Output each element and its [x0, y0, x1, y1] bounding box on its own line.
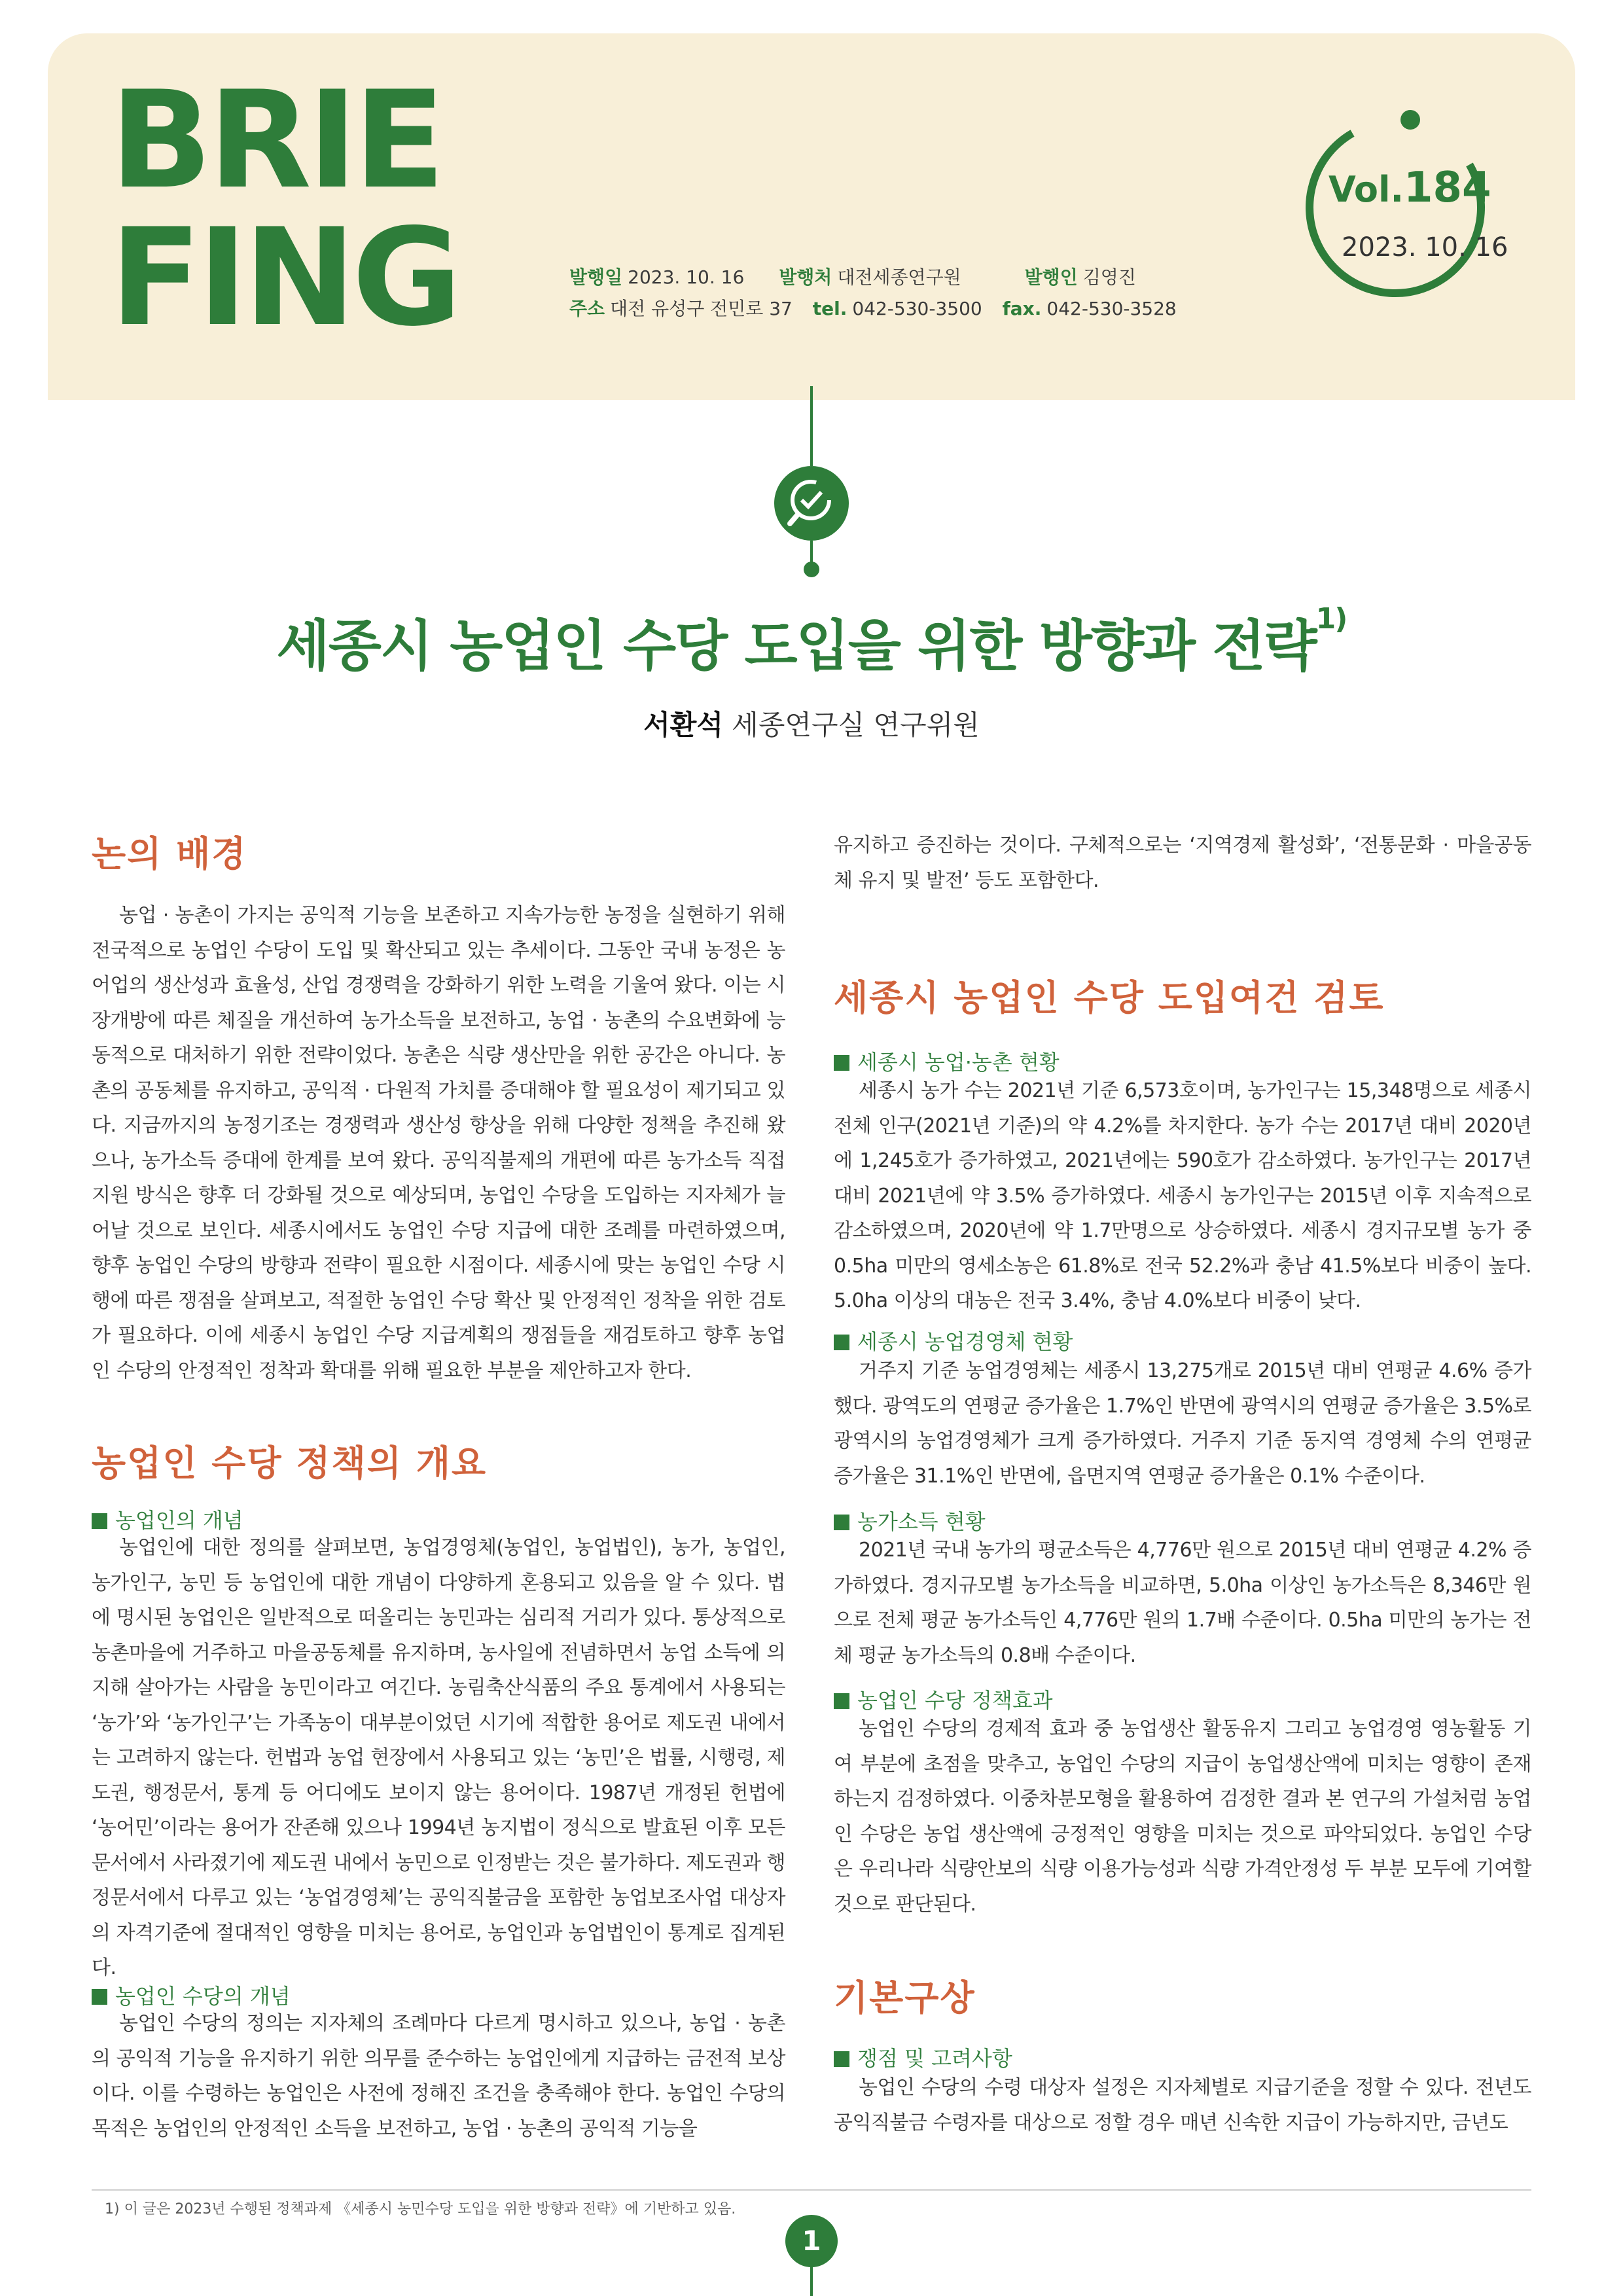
policy-effect-paragraph: 농업인 수당의 경제적 효과 중 농업생산 활동유지 그리고 농업경영 영농활동 기여 부분에 초점을 맞추고, 농업인 수당의 지급이 농업생산액에 미치는 영향이 존재하는지 검정하였다. 이중차분모형을 활용하여 검정한 결과 본 연구의 가설처럼 농업인 수당은 농업 생산액에 긍정적인 영향을 미치는 것으로 파악되었다. 농업인 수당은 우리나라 식량안보의 식량 이용가능성과 식량 가격안정성 두 부분 모두에 기여할 것으로 판단된다.: [834, 1717, 1531, 1916]
briefing-logo: [110, 63, 459, 356]
square-bullet-icon: [834, 1515, 849, 1530]
logo-line-1: BRIE: [110, 63, 442, 219]
square-bullet-icon: [834, 1335, 849, 1350]
author-role: 세종연구실 연구위원: [732, 709, 980, 741]
subheading-sejong-farming: [834, 1046, 1060, 1076]
volume-prefix: Vol.: [1329, 169, 1404, 210]
background-paragraph: 농업 · 농촌이 가지는 공익적 기능을 보존하고 지속가능한 농정을 실현하기 위해 전국적으로 농업인 수당이 도입 및 확산되고 있는 추세이다. 그동안 국내 농정은 농어업의 생산성과 효율성, 산업 경쟁력을 강화하기 위한 노력을 기울여 왔다. 이는 시장개방에 따른 체질을 개선하여 농가소득을 보전하고, 농업 · 농촌의 수요변화에 능동적으로 대처하기 위한 전략이었다. 농촌은 식량 생산만을 위한 공간은 아니다. 농촌의 공동체를 유지하고, 공익적 · 다원적 가치를 증대해야 할 필요성이 제기되고 있다. 지금까지의 농정기조는 경쟁력과 생산성 향상을 위해 다양한 정책을 추진해 왔으나, 농가소득 증대에 한계를 보여 왔다. 공익직불제의 개편에 따른 농가소득 직접지원 방식은 향후 더 강화될 것으로 예상되며, 농업인 수당을 도입하는 지자체가 늘어날 것으로 보인다. 세종시에서도 농업인 수당 지급에 대한 조례를 마련하였으며, 향후 농업인 수당의 방향과 전략이 필요한 시점이다. 세종시에 맞는 농업인 수당 시행에 따른 쟁점을 살펴보고, 적절한 농업인 수당 확산 및 안정적인 정착을 위한 검토가 필요하다. 이에 세종시 농업인 수당 지급계획의 쟁점들을 재검토하고 향후 농업인 수당의 안정적인 정착과 확대를 위해 필요한 부분을 제안하고자 한다.: [92, 904, 785, 1382]
connector-line-bottom: [810, 541, 813, 563]
editor: 김영진: [1082, 266, 1136, 288]
issue-date-label: 발행일: [569, 266, 623, 288]
section-heading-background: 논의 배경: [92, 833, 247, 874]
square-bullet-icon: [92, 1989, 107, 2005]
volume-value: 184: [1403, 164, 1491, 212]
farm-income-paragraph: 2021년 국내 농가의 평균소득은 4,776만 원으로 2015년 대비 연평균 4.2% 증가하였다. 경지규모별 농가소득을 비교하면, 5.0ha 이상인 농가소득은 8,346만 원으로 전체 평균 농가소득인 4,776만 원의 1.7배 수준이다. 0.5ha 미만의 농가는 전체 평균 농가소득의 0.8배 수준이다.: [834, 1539, 1531, 1667]
section-heading-basic-concept: 기본구상: [834, 1977, 976, 2018]
subheading-text: 세종시 농업·농촌 현황: [857, 1050, 1060, 1075]
fax-label: fax.: [1002, 298, 1042, 319]
title-footnote-marker: 1): [1315, 602, 1347, 636]
subheading-text: 쟁점 및 고려사항: [857, 2046, 1012, 2071]
continued-paragraph: 유지하고 증진하는 것이다. 구체적으로는 ‘지역경제 활성화’, ‘전통문화 · 마을공동체 유지 및 발전’ 등도 포함한다.: [834, 834, 1531, 892]
subheading-text: 농업인의 개념: [115, 1508, 243, 1533]
publisher-label: 발행처: [779, 266, 832, 288]
square-bullet-icon: [834, 2051, 849, 2067]
tel: 042-530-3500: [852, 298, 982, 319]
author-line: [0, 704, 1623, 743]
subheading-issues: [834, 2042, 1012, 2072]
page-connector-line: [810, 2266, 813, 2296]
allowance-concept-paragraph: 농업인 수당의 정의는 지자체의 조례마다 다르게 명시하고 있으나, 농업 · 농촌의 공익적 기능을 유지하기 위한 의무를 준수하는 농업인에게 지급하는 금전적 보상이다. 이를 수령하는 농업인은 사전에 정해진 조건을 충족해야 한다. 농업인 수당의 목적은 농업인의 안정적인 소득을 보전하고, 농업 · 농촌의 공익적 기능을: [92, 2012, 786, 2140]
issues-paragraph: 농업인 수당의 수령 대상자 설정은 지자체별로 지급기준을 정할 수 있다. 전년도 공익직불금 수령자를 대상으로 정할 경우 매년 신속한 지급이 가능하지만, 금년도: [834, 2076, 1531, 2134]
publication-info: [569, 262, 1177, 325]
farmer-concept-paragraph: 농업인에 대한 정의를 살펴보면, 농업경영체(농업인, 농업법인), 농가, 농업인, 농가인구, 농민 등 농업인에 대한 개념이 다양하게 혼용되고 있음을 알 수 있다. 법에 명시된 농업인은 일반적으로 떠올리는 농민과는 심리적 거리가 있다. 통상적으로 농촌마을에 거주하고 마을공동체를 유지하며, 농사일에 전념하면서 농업 소득에 의지해 살아가는 사람을 농민이라고 여긴다. 농림축산식품의 주요 통계에서 사용되는 ‘농가’와 ‘농가인구’는 가족농이 대부분이었던 시기에 적합한 용어로 제도권 내에서는 고려하지 않는다. 헌법과 농업 현장에서 사용되고 있는 ‘농민’은 법률, 시행령, 제도권, 행정문서, 통계 등 어디에도 보이지 않는 용어이다. 1987년 개정된 헌법에 ‘농어민’이라는 용어가 잔존해 있으나 1994년 농지법이 정식으로 발효된 이후 모든 문서에서 사라졌기에 제도권 내에서 농민으로 인정받는 것은 불가하다. 제도권과 행정문서에서 다루고 있는 ‘농업경영체’는 공익직불금을 포함한 농업보조사업 대상자의 자격기준에 절대적인 영향을 미치는 용어로, 농업인과 농업법인이 통계로 집계된다.: [92, 1536, 785, 1979]
fax: 042-530-3528: [1046, 298, 1177, 319]
square-bullet-icon: [834, 1693, 849, 1709]
square-bullet-icon: [92, 1513, 107, 1529]
connector-dot: [804, 562, 819, 577]
address: 대전 유성구 전민로 37: [610, 298, 793, 319]
volume-number: [1329, 164, 1492, 212]
footnote-divider: [92, 2189, 1531, 2191]
subheading-farm-income: [834, 1505, 986, 1535]
page-number: 1: [785, 2215, 838, 2267]
address-label: 주소: [569, 298, 605, 319]
subheading-farm-entities: [834, 1325, 1073, 1355]
subheading-text: 세종시 농업경영체 현황: [857, 1329, 1073, 1354]
section-heading-conditions: 세종시 농업인 수당 도입여건 검토: [834, 977, 1385, 1018]
title-text: 세종시 농업인 수당 도입을 위한 방향과 전략: [276, 614, 1316, 678]
volume-date: 2023. 10. 16: [1342, 232, 1508, 262]
tel-label: tel.: [812, 298, 847, 319]
editor-label: 발행인: [1024, 266, 1078, 288]
volume-ring-dot: [1400, 110, 1420, 130]
publisher: 대전세종연구원: [837, 266, 961, 288]
sejong-farming-paragraph: 세종시 농가 수는 2021년 기준 6,573호이며, 농가인구는 15,348명으로 세종시 전체 인구(2021년 기준)의 약 4.2%를 차지한다. 농가 수는 2017년 대비 2020년에 1,245호가 증가하였고, 2021년에는 590호가 감소하였다. 농가인구는 2017년 대비 2021년에 약 3.5% 증가하였다. 세종시 농가인구는 2015년 이후 지속적으로 감소하였으며, 2020년에 약 1.7만명으로 상승하였다. 세종시 경지규모별 농가 중 0.5ha 미만의 영세소농은 61.8%로 전국 52.2%과 충남 41.5%보다 비중이 높다. 5.0ha 이상의 대농은 전국 3.4%, 충남 4.0%보다 비중이 낮다.: [834, 1079, 1531, 1312]
square-bullet-icon: [834, 1055, 849, 1071]
connector-line-top: [810, 386, 813, 466]
article-title: [0, 602, 1623, 681]
section-heading-policy-overview: 농업인 수당 정책의 개요: [92, 1442, 488, 1484]
subheading-text: 농업인 수당 정책효과: [857, 1688, 1053, 1713]
check-magnifier-icon: [774, 466, 849, 541]
farm-entities-paragraph: 거주지 기준 농업경영체는 세종시 13,275개로 2015년 대비 연평균 4.6% 증가했다. 광역도의 연평균 증가율은 1.7%인 반면에 광역시의 연평균 증가율은 3.5%로 광역시의 농업경영체가 크게 증가하였다. 거주지 기준 동지역 경영체 수의 연평균 증가율은 31.1%인 반면에, 읍면지역 연평균 증가율은 0.1% 수준이다.: [834, 1359, 1531, 1488]
issue-date: 2023. 10. 16: [628, 266, 745, 288]
footnote: 1) 이 글은 2023년 수행된 정책과제 《세종시 농민수당 도입을 위한 방향과 전략》에 기반하고 있음.: [105, 2201, 736, 2217]
author-name: 서환석: [643, 709, 723, 741]
subheading-policy-effect: [834, 1684, 1053, 1714]
logo-line-2: FING: [110, 200, 459, 356]
subheading-text: 농업인 수당의 개념: [115, 1984, 291, 2009]
subheading-text: 농가소득 현황: [857, 1509, 986, 1534]
